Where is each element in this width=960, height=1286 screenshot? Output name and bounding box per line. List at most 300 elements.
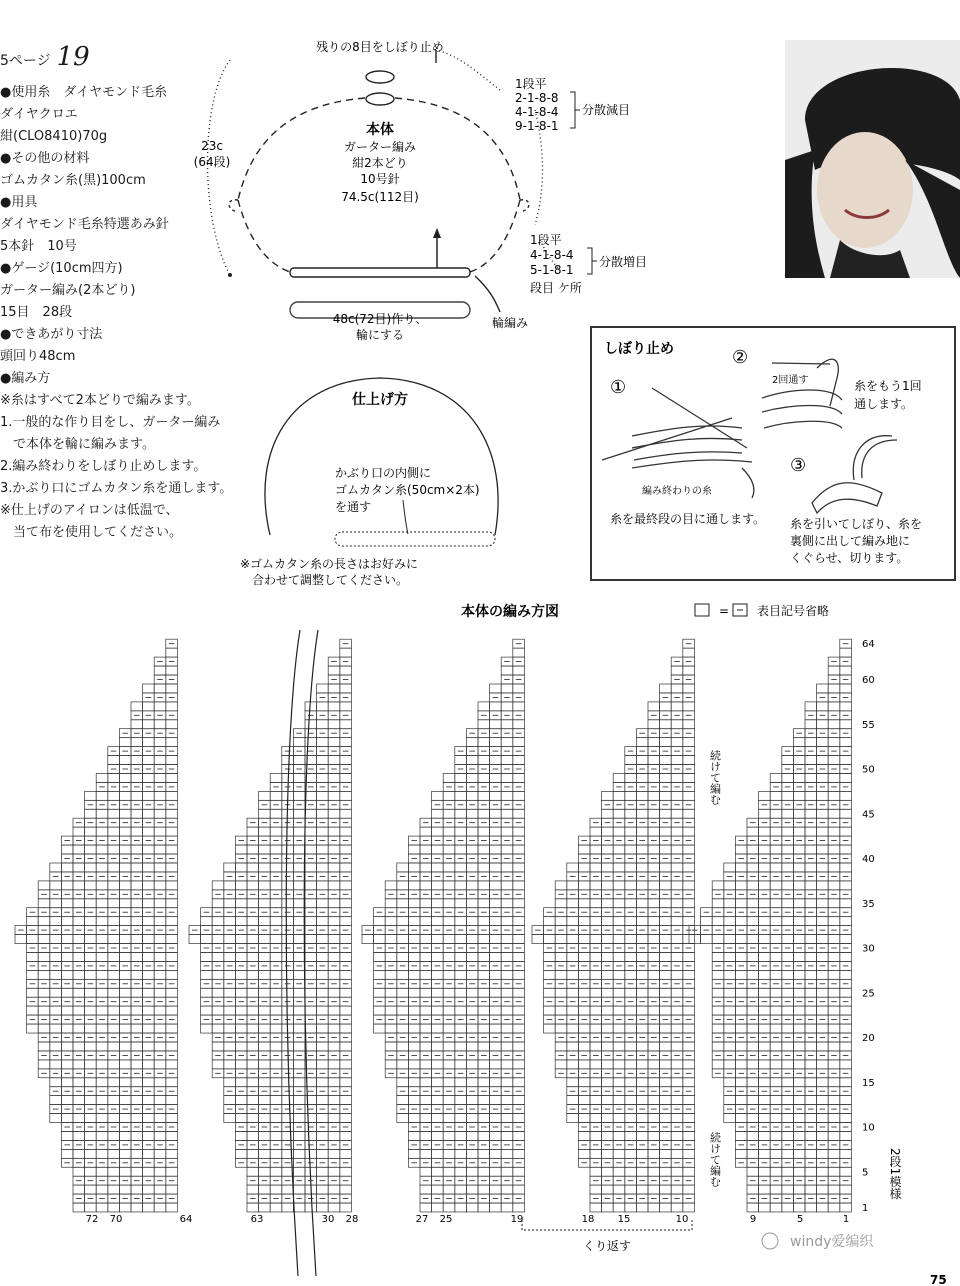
finishing-note-1: かぶり口の内側に [335,466,432,480]
chart-cell [793,970,805,979]
body-width: 74.5c(112目) [341,190,419,204]
chart-cell [578,953,590,962]
chart-cell [443,1006,455,1015]
chart-cell [759,1132,771,1141]
chart-cell [590,988,602,997]
chart-cell [224,1078,236,1087]
chart-cell [840,988,852,997]
chart-cell [154,756,166,765]
chart-cell [828,881,840,890]
chart-cell [317,970,329,979]
chart-cell [567,1078,579,1087]
chart-cell [817,1078,829,1087]
chart-cell [671,988,683,997]
chart-cell [73,1096,85,1105]
chart-cell [282,1185,294,1194]
chart-cell [143,827,155,836]
chart-cell [224,988,236,997]
chart-cell [513,917,525,926]
chart-cell [27,935,39,944]
chart-cell [131,917,143,926]
chart-cell [602,1149,614,1158]
chart-cell [648,1078,660,1087]
chart-cell [724,970,736,979]
chart-cell [328,791,340,800]
chart-cell [247,1203,259,1212]
chart-cell [73,1114,85,1123]
chart-cell [636,917,648,926]
chart-cell [282,1114,294,1123]
chart-cell [735,1096,747,1105]
chart-cell [660,1006,672,1015]
chart-cell [96,1078,108,1087]
chart-cell [397,935,409,944]
chart-cell [782,1185,794,1194]
chart-cell [660,1114,672,1123]
chart-cell [840,791,852,800]
chart-cell [317,988,329,997]
chart-cell [840,881,852,890]
increase-rule-3: 5-1-8-1 [530,263,574,277]
chart-cell [770,1149,782,1158]
chart-cell [567,988,579,997]
chart-cell [282,988,294,997]
chart-cell [625,1185,637,1194]
chart-cell [270,1060,282,1069]
chart-cell [770,1078,782,1087]
chart-cell [590,1096,602,1105]
chart-cell [282,1132,294,1141]
chart-cell [466,988,478,997]
chart-cell [143,774,155,783]
chart-cell [648,1042,660,1051]
chart-cell [108,1114,120,1123]
chart-cell [793,791,805,800]
chart-cell [420,988,432,997]
chart-cell [671,881,683,890]
chart-cell [259,791,271,800]
chart-cell [501,666,513,675]
chart-cell [247,1024,259,1033]
chart-cell [247,1060,259,1069]
chart-cell [782,863,794,872]
chart-cell [817,1149,829,1158]
chart-cell [50,1006,62,1015]
chart-cell [501,809,513,818]
column-label: 27 [415,1214,429,1225]
chart-cell [793,809,805,818]
chart-cell [119,970,131,979]
chart-cell [712,1006,724,1015]
chart-cell [166,988,178,997]
chart-cell [466,881,478,890]
chart-cell [805,935,817,944]
chart-cell [793,738,805,747]
chart-cell [683,881,695,890]
chart-cell [490,1060,502,1069]
chart-cell [625,1042,637,1051]
chart-cell [501,845,513,854]
chart-cell [328,845,340,854]
chart-cell [805,774,817,783]
chart-cell [828,1006,840,1015]
chart-cell [317,720,329,729]
chart-cell [154,935,166,944]
chart-cell [712,899,724,908]
chart-cell [671,666,683,675]
chart-cell [408,1114,420,1123]
chart-cell [73,881,85,890]
chart-cell [108,1149,120,1158]
chart-cell [840,1167,852,1176]
chart-cell [828,827,840,836]
chart-cell [340,827,352,836]
chart-cell [613,1149,625,1158]
chart-cell [328,1024,340,1033]
chart-cell [602,791,614,800]
chart-cell [478,935,490,944]
chart-cell [613,809,625,818]
chart-cell [578,845,590,854]
chart-cell [340,809,352,818]
chart-cell [235,917,247,926]
chart-cell [201,917,213,926]
chart-cell [770,1167,782,1176]
chart-cell [625,1006,637,1015]
chart-cell [636,1042,648,1051]
chart-cell [840,1096,852,1105]
chart-cell [408,845,420,854]
chart-cell [305,738,317,747]
chart-cell [735,881,747,890]
chart-cell [247,988,259,997]
chart-cell [578,863,590,872]
chart-cell [328,1149,340,1158]
chart-cell [759,1024,771,1033]
chart-cell [625,791,637,800]
chart-cell [613,1114,625,1123]
chart-cell [793,1167,805,1176]
chart-cell [305,1149,317,1158]
chart-cell [143,702,155,711]
chart-cell [259,1185,271,1194]
chart-cell [490,1203,502,1212]
chart-cell [817,1185,829,1194]
chart-cell [770,953,782,962]
chart-cell [782,827,794,836]
chart-cell [478,1167,490,1176]
chart-cell [455,970,467,979]
chart-cell [224,881,236,890]
chart-cell [805,1132,817,1141]
chart-cell [840,845,852,854]
chart-cell [759,791,771,800]
chart-cell [385,935,397,944]
chart-cell [201,970,213,979]
top-note: 残りの8目をしぼり止め [316,40,444,54]
chart-cell [38,988,50,997]
chart-cell [166,684,178,693]
chart-cell [455,756,467,765]
chart-cell [455,1078,467,1087]
chart-cell [636,988,648,997]
chart-cell [143,917,155,926]
chart-cell [683,684,695,693]
chart-cell [817,720,829,729]
chart-cell [108,791,120,800]
chart-cell [143,899,155,908]
chart-cell [259,970,271,979]
column-label: 70 [109,1214,123,1225]
chart-cell [683,738,695,747]
chart-cell [805,702,817,711]
chart-cell [625,1096,637,1105]
chart-cell [455,917,467,926]
chart-cell [282,953,294,962]
chart-cell [317,738,329,747]
chart-cell [259,1024,271,1033]
chart-cell [408,1006,420,1015]
chart-cell [567,1024,579,1033]
chart-cell [443,774,455,783]
chart-cell [340,720,352,729]
step2-text-b: 通します。 [854,397,914,411]
chart-cell [420,935,432,944]
chart-cell [648,738,660,747]
chart-cell [455,1132,467,1141]
chart-cell [625,809,637,818]
chart-cell [119,756,131,765]
height-c: 23c [201,139,223,153]
chart-cell [293,1006,305,1015]
chart-cell [602,1203,614,1212]
chart-cell [817,791,829,800]
chart-cell [590,863,602,872]
chart-cell [131,881,143,890]
chart-cell [478,1006,490,1015]
chart-cell [759,1096,771,1105]
chart-cell [683,899,695,908]
chart-cell [735,935,747,944]
chart-cell [782,899,794,908]
chart-cell [805,809,817,818]
chart-cell [490,702,502,711]
chart-cell [567,1006,579,1015]
chart-cell [660,720,672,729]
chart-cell [96,827,108,836]
chart-cell [154,1167,166,1176]
chart-cell [201,1024,213,1033]
chart-cell [96,809,108,818]
chart-cell [724,1096,736,1105]
decrease-rule-2: 2-1-8-8 [515,91,559,105]
chart-cell [270,1096,282,1105]
chart-cell [683,809,695,818]
chart-cell [625,1132,637,1141]
materials-line: ゴムカタン糸(黒)100cm [0,173,146,188]
chart-cell [27,1006,39,1015]
chart-cell [636,1132,648,1141]
chart-cell [166,756,178,765]
chart-cell [328,720,340,729]
chart-cell [119,774,131,783]
chart-cell [555,935,567,944]
chart-cell [648,827,660,836]
chart-cell [131,791,143,800]
chart-cell [96,863,108,872]
chart-cell [805,1024,817,1033]
chart-cell [282,899,294,908]
chart-cell [613,1132,625,1141]
chart-cell [840,1042,852,1051]
chart-cell [840,1024,852,1033]
chart-cell [131,809,143,818]
chart-cell [328,1185,340,1194]
chart-cell [61,1149,73,1158]
chart-cell [770,1203,782,1212]
chart-cell [293,1024,305,1033]
chart-cell [478,1203,490,1212]
chart-cell [119,845,131,854]
chart-cell [166,702,178,711]
chart-cell [828,899,840,908]
chart-cell [782,1149,794,1158]
needle-illustration [602,388,754,498]
chart-cell [602,935,614,944]
chart-cell [590,827,602,836]
chart-cell [466,1024,478,1033]
chart-cell [328,1114,340,1123]
chart-cell [759,881,771,890]
chart-cell [648,791,660,800]
chart-cell [567,970,579,979]
chart-cell [770,845,782,854]
chart-cell [340,1078,352,1087]
chart-cell [513,827,525,836]
chart-cell [466,899,478,908]
chart-cell [501,1078,513,1087]
chart-cell [131,1042,143,1051]
chart-cell [782,1006,794,1015]
chart-cell [259,827,271,836]
chart-cell [513,702,525,711]
chart-cell [328,684,340,693]
column-label: 19 [510,1214,524,1225]
chart-cell [143,935,155,944]
chart-cell [513,774,525,783]
chart-cell [340,988,352,997]
chart-cell [374,970,386,979]
chart-cell [636,756,648,765]
chart-cell [317,881,329,890]
chart-cell [212,917,224,926]
rib-label: 輪編み [492,316,529,330]
chart-cell [648,1167,660,1176]
chart-cell [317,1096,329,1105]
chart-cell [108,1006,120,1015]
chart-cell [770,1042,782,1051]
chart-cell [328,970,340,979]
chart-cell [747,1024,759,1033]
chart-cell [513,1060,525,1069]
chart-cell [108,935,120,944]
chart-cell [328,827,340,836]
chart-cell [648,1132,660,1141]
chart-cell [636,899,648,908]
chart-cell [259,863,271,872]
chart-cell [613,917,625,926]
chart-cell [660,1185,672,1194]
chart-cell [270,1114,282,1123]
chart-cell [513,1149,525,1158]
chart-cell [305,809,317,818]
chart-cell [108,863,120,872]
chart-cell [73,935,85,944]
chart-cell [625,1060,637,1069]
chart-cell [38,935,50,944]
chart-cell [50,917,62,926]
chart-cell [625,1149,637,1158]
chart-cell [840,1203,852,1212]
chart-cell [420,881,432,890]
chart-cell [317,1114,329,1123]
chart-cell [828,1060,840,1069]
chart-cell [119,953,131,962]
chart-cell [397,1060,409,1069]
body-title: 本体 [366,122,394,138]
chart-cell [513,1078,525,1087]
chart-cell [432,1114,444,1123]
chart-cell [340,953,352,962]
chart-cell [119,1167,131,1176]
chart-cell [501,1203,513,1212]
chart-cell [224,1024,236,1033]
chart-cell [578,1060,590,1069]
chart-cell [817,1006,829,1015]
chart-cell [501,738,513,747]
chart-cell [770,774,782,783]
chart-cell [293,899,305,908]
chart-cell [131,1185,143,1194]
chart-cell [770,899,782,908]
chart-cell [154,1024,166,1033]
chart-cell [108,1060,120,1069]
chart-cell [154,845,166,854]
chart-cell [724,1078,736,1087]
chart-cell [443,1114,455,1123]
chart-cell [828,1185,840,1194]
chart-cell [602,1060,614,1069]
chart-cell [154,1203,166,1212]
chart-cell [478,1149,490,1158]
chart-cell [817,988,829,997]
chart-cell [602,1167,614,1176]
chart-cell [235,1132,247,1141]
chart-cell [166,881,178,890]
chart-cell [501,935,513,944]
chart-cell [817,917,829,926]
chart-cell [490,1185,502,1194]
chart-cell [501,881,513,890]
chart-cell [513,988,525,997]
chart-cell [828,791,840,800]
chart-cell [270,988,282,997]
chart-cell [143,809,155,818]
chart-cell [724,881,736,890]
chart-cell [317,1167,329,1176]
repeat-bracket [522,1220,692,1230]
chart-cell [648,845,660,854]
